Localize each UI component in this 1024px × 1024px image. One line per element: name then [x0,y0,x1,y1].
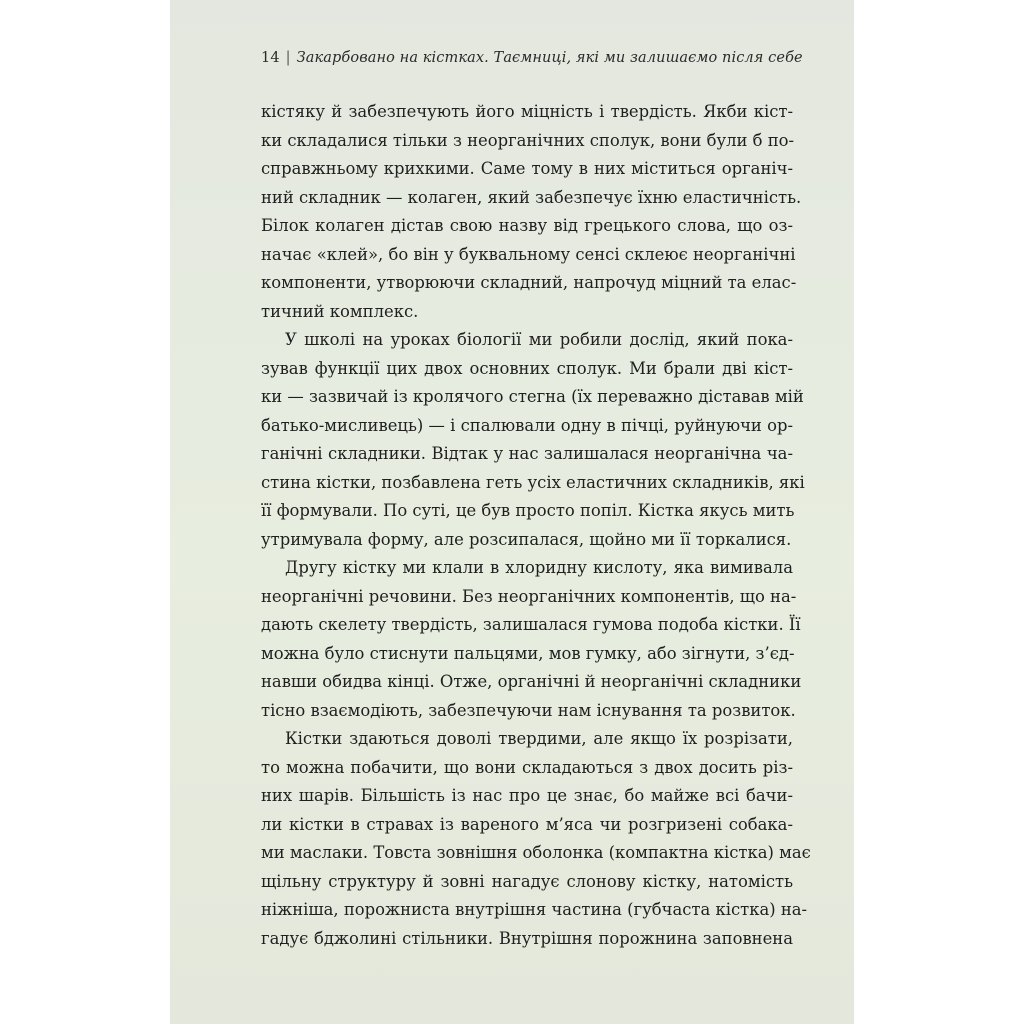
text-line: можна було стиснути пальцями, мов гумку, або зігнути, з’єд- [261,643,795,663]
body-text [261,98,811,953]
page-number: 14 [261,50,280,66]
text-line: щільну структуру й зовні нагадує слонову кістку, натомість [261,871,793,891]
book-page [170,0,854,1024]
text-line: тісно взаємодіють, забезпечуючи нам існування та розвиток. [261,700,796,720]
running-head-separator: | [285,50,291,66]
text-line: то можна побачити, що вони складаються з двох досить різ- [261,757,793,777]
text-line: зував функції цих двох основних сполук. Ми брали дві кіст- [261,358,793,378]
text-line: ганічні складники. Відтак у нас залишалася неорганічна ча- [261,444,793,463]
text-line: тичний комплекс. [261,301,419,321]
text-line: них шарів. Більшість із нас про це знає, бо майже всі бачи- [261,786,793,805]
text-line: неорганічні речовини. Без неорганічних компонентів, що на- [261,586,797,606]
text-line: кістяку й забезпечують його міцність і твердість. Якби кіст- [261,102,793,121]
paragraph [261,554,802,725]
text-line: начає «клей», бо він у буквальному сенсі склеює неорганічні [261,244,796,264]
text-line: ки — зазвичай із кролячого стегна (їх переважно діставав мій [261,387,804,406]
text-line: ніжніша, порожниста внутрішня частина (губчаста кістка) на- [261,900,808,919]
text-line: дають скелету твердість, залишалася гумова подоба кістки. Її [261,615,801,634]
text-line: утримувала форму, але розсипалася, щойно ми її торкалися. [261,529,792,549]
book-title: Закарбовано на кістках. Таємниці, які ми залишаємо після себе [296,50,803,66]
paragraph [261,725,811,953]
text-line: компоненти, утворюючи складний, напрочуд міцний та елас- [261,273,797,292]
text-line: батько-мисливець) — і спалювали одну в пічці, руйнуючи ор- [261,415,793,435]
text-line: У школі на уроках біології ми робили дослід, який пока- [285,330,793,349]
text-line: ки складалися тільки з неорганічних сполук, вони були б по- [261,130,795,150]
text-line: Другу кістку ми клали в хлоридну кислоту, яка вимивала [285,558,793,577]
text-line: ми маслаки. Товста зовнішня оболонка (компактна кістка) має [261,843,811,862]
text-line: ний складник — колаген, який забезпечує їхню еластичність. [261,187,802,207]
text-line: гадує бджолині стільники. Внутрішня порожнина заповнена [261,928,793,948]
paragraph [261,98,802,326]
text-line: справжньому крихкими. Саме тому в них міститься органіч- [261,159,793,178]
text-line: ли кістки в стравах із вареного м’яса чи розгризені собака- [261,814,793,834]
text-line: її формували. По суті, це був просто попіл. Кістка якусь мить [261,501,795,520]
text-line: навши обидва кінці. Отже, органічні й неорганічні складники [261,672,802,691]
text-line: Білок колаген дістав свою назву від грецького слова, що оз- [261,216,793,235]
text-line: Кістки здаються доволі твердими, але якщо їх розрізати, [285,729,793,748]
paragraph [261,326,805,554]
text-line: стина кістки, позбавлена геть усіх еластичних складників, які [261,472,805,492]
running-head [261,50,803,66]
